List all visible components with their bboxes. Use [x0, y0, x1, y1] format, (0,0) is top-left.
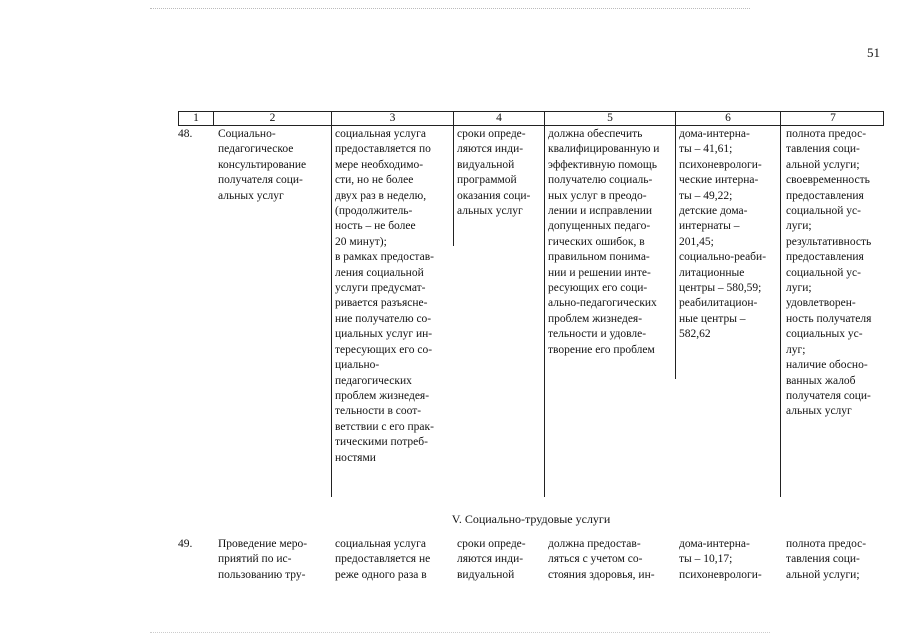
header-col-4: 4 — [454, 112, 545, 125]
row48-separator-1 — [331, 126, 332, 497]
row48-separator-2 — [453, 126, 454, 246]
header-col-3: 3 — [332, 112, 454, 125]
header-col-7: 7 — [830, 112, 836, 124]
scan-noise-top — [150, 8, 750, 11]
row49-terms: сроки опреде- ляются инди- видуальной — [457, 538, 526, 581]
section-title: V. Социально-трудовые услуги — [451, 512, 611, 526]
scan-noise-bottom — [150, 632, 770, 635]
header-col-6: 6 — [676, 112, 781, 125]
header-col-5: 5 — [545, 112, 676, 125]
row48-service-name: Социально- педагогическое консультирование получателя соци- альных услуг — [218, 128, 307, 202]
row48-quality: полнота предос- тавления соци- альной услуги; своевременность предоставления социальной ус- луги; результативность предоставления социальной ус- луги; удовлетворен- ность получателя социальных ус- луг; наличие обосно- ванных жалоб получателя соци- альных услуг — [786, 128, 872, 418]
header-col-2: 2 — [214, 112, 332, 125]
row48-standard: должна обеспечить квалифицированную и эффективную помощь получателю социаль- ных услуг в преодо- лении и исправлении допущенных педаго- гических ошибок, в правильном понима- нии и решении инте- ресующих его соци- ально-педагогических проблем жизнедея- тельности и удовле- творение его проблем — [548, 128, 660, 356]
row49-tariffs: дома-интерна- ты – 10,17; психоневрологи- — [679, 538, 762, 581]
row49-standard: должна предостав- ляться с учетом со- стояния здоровья, ин- — [548, 538, 655, 581]
row48-separator-4 — [675, 126, 676, 379]
row48-tariffs: дома-интерна- ты – 41,61; психоневрологи- ческие интерна- ты – 49,22; детские дома- интернаты – 201,45; социально-реаби- литационные центры – 580,59; реабилитацион- ные центры – 582,62 — [679, 128, 767, 341]
row49-description: социальная услуга предоставляется не реже одного раза в — [335, 538, 431, 581]
page-number: 51 — [867, 45, 880, 60]
row48-number: 48. — [178, 128, 193, 140]
row49-service-name: Проведение меро- приятий по ис- пользованию тру- — [218, 538, 308, 581]
row48-description: социальная услуга предоставляется по мере необходимо- сти, но не более двух раз в неделю, (продолжитель- ность – не более 20 минут); в рамках предостав- ления социальной услуги предусмат- ривается разъясне- ние получателю со- циальных услуг ин- тересующих его со- циально- педагогических проблем жизнедея- тельности в соот- ветствии с его прак- тическими потреб- ностями — [335, 128, 434, 464]
row48-separator-3 — [544, 126, 545, 497]
table-header-row — [178, 111, 884, 126]
row49-number: 49. — [178, 538, 193, 550]
row48-separator-5 — [780, 126, 781, 497]
row48-terms: сроки опреде- ляются инди- видуальной программой оказания соци- альных услуг — [457, 128, 531, 218]
row49-quality: полнота предос- тавления соци- альной услуги; — [786, 538, 867, 581]
header-col-1: 1 — [179, 112, 214, 125]
